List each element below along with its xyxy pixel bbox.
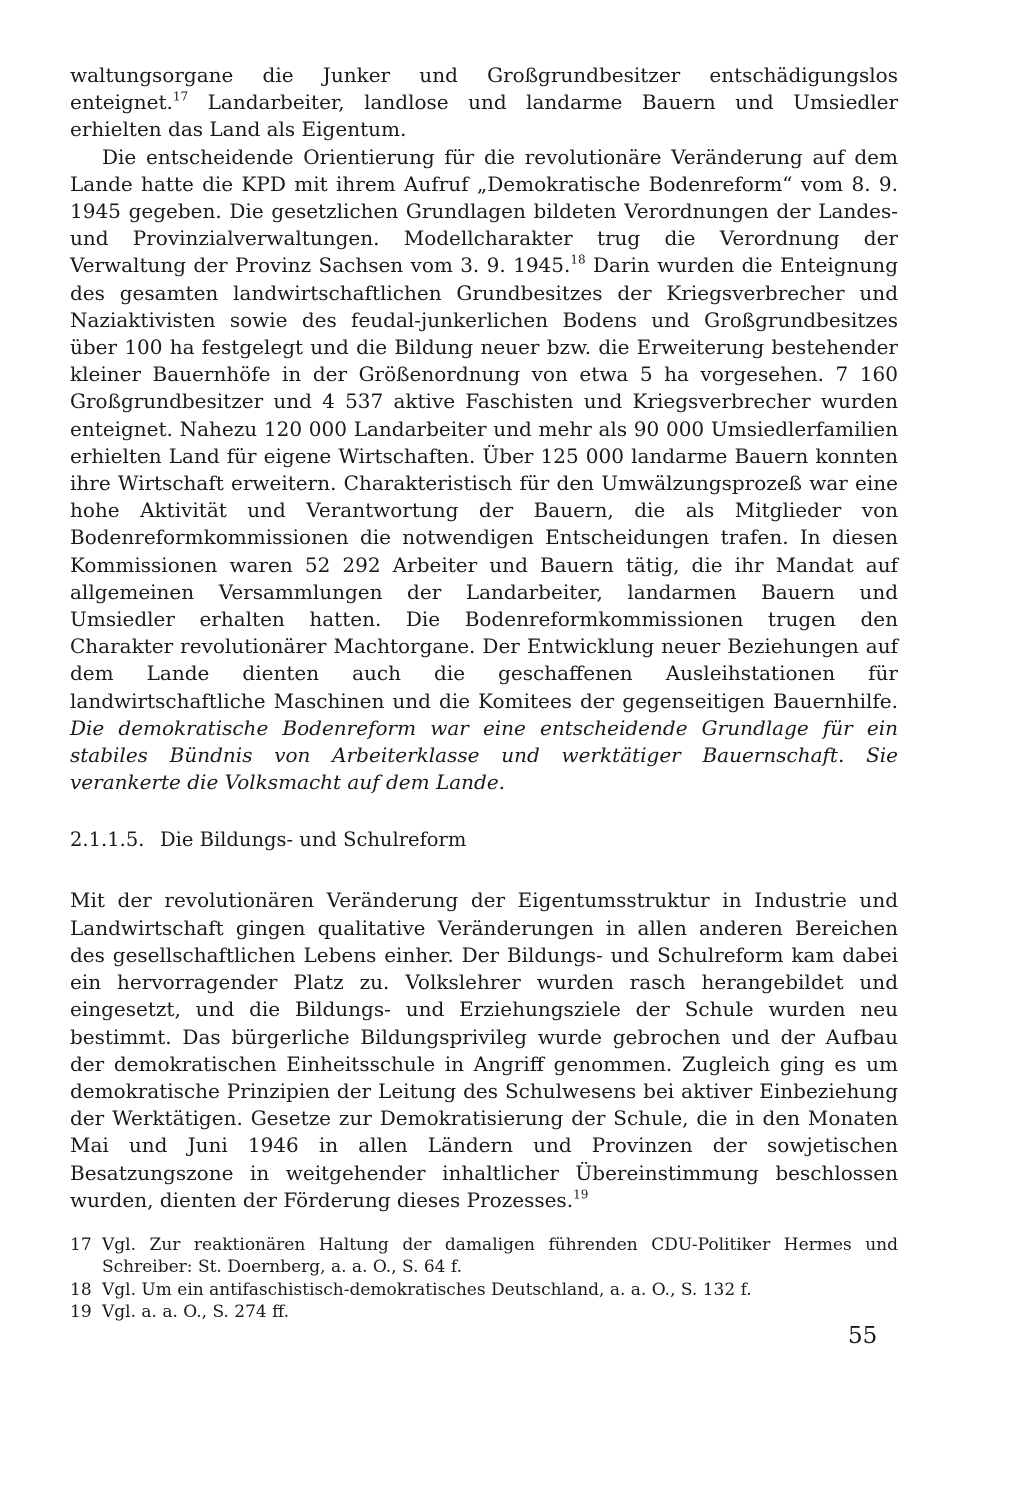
paragraph-text: Die entscheidende Orientierung für die revolutionäre Veränderung auf dem Lande hatte die KPD mit ihrem Aufruf „Demokratische Bodenreform“ vom 8. 9. 1945 gegeben. Die gesetzlichen Grundlagen bildeten Verordnungen der Landes- und Provinzialverwaltungen. Modellcharakter trug die Verordnung der Verwaltung der Provinz Sachsen vom 3. 9. 1945. [70,144,898,278]
footnote-text: Vgl. Zur reaktionären Haltung der damaligen führenden CDU-Politiker Hermes und Schreiber: St. Doernberg, a. a. O., S. 64 f. [102,1234,898,1278]
paragraph-text: waltungsorgane die Junker und Großgrundbesitzer entschädigungslos enteignet. [70,63,898,115]
footnote-text: Vgl. a. a. O., S. 274 ff. [102,1302,290,1323]
footnote-number: 19 [70,1302,92,1323]
paragraph-schulreform [70,887,898,1213]
paragraph-text: Mit der revolutionären Veränderung der Eigentumsstruktur in Industrie und Landwirtschaft gingen qualitative Veränderungen in allen anderen Bereichen des gesellschaftlichen Lebens einher. Der Bildungs- und Schulreform kam dabei ein hervorragender Platz zu. Volkslehrer wurden rasch herangebildet und eingesetzt, und die Bildungs- und Erziehungsziele der Schule wurden neu bestimmt. Das bürgerliche Bildungsprivileg wurde gebrochen und der Aufbau der demokratischen Einheitsschule in Angriff genommen. Zugleich ging es um demokratische Prinzipien der Leitung des Schulwesens bei aktiver Einbeziehung der Werktätigen. Gesetze zur Demokratisierung der Schule, die in den Monaten Mai und Juni 1946 in allen Ländern und Provinzen der sowjetischen Besatzungszone in weitgehender inhaltlicher Übereinstimmung beschlossen wurden, dienten der Förderung dieses Prozesses. [70,888,898,1212]
paragraph-text: Landarbeiter, landlose und landarme Bauern und Umsiedler erhielten das Land als Eigentum. [70,90,898,142]
page-body [70,62,898,1324]
section-number: 2.1.1.5. [70,828,145,852]
footnotes [70,1234,898,1324]
page-number: 55 [848,1323,878,1349]
footnote-text: Vgl. Um ein antifaschistisch-demokratisches Deutschland, a. a. O., S. 132 f. [102,1279,752,1300]
paragraph-bodenreform [70,144,898,797]
footnote-number: 18 [70,1279,92,1300]
section-title: Die Bildungs- und Schulreform [160,828,467,852]
section-heading [70,827,898,853]
emphasized-conclusion: Die demokratische Bodenreform war eine entscheidende Grundlage für ein stabiles Bündnis von Arbeiterklasse und werktätiger Bauernschaft. Sie verankerte die Volksmacht auf dem Lande. [70,715,898,795]
footnote-17 [70,1234,898,1279]
footnote-number: 17 [70,1234,92,1255]
footnote-ref-19[interactable]: 19 [573,1187,589,1202]
footnote-ref-18[interactable]: 18 [570,253,586,268]
footnote-ref-17[interactable]: 17 [172,89,189,104]
paragraph-land-reform-end [70,62,898,144]
paragraph-text: Darin wurden die Enteignung des gesamten landwirtschaftlichen Grundbesitzes der Kriegsverbrecher und Naziaktivisten sowie des feudal-junkerlichen Bodens und Großgrundbesitzes über 100 ha festgelegt und die Bildung neuer bzw. die Erweiterung bestehender kleiner Bauernhöfe in der Größenordnung von etwa 5 ha vorgesehen. 7 160 Großgrundbesitzer und 4 537 aktive Faschisten und Kriegsverbrecher wurden enteignet. Nahezu 120 000 Landarbeiter und mehr als 90 000 Umsiedlerfamilien erhielten Land für eigene Wirtschaften. Über 125 000 landarme Bauern konnten ihre Wirtschaft erweitern. Charakteristisch für den Umwälzungsprozeß war eine hohe Aktivität und Verantwortung der Bauern, die als Mitglieder von Bodenreformkommissionen die notwendigen Entscheidungen trafen. In diesen Kommissionen waren 52 292 Arbeiter und Bauern tätig, die ihr Mandat auf allgemeinen Versammlungen der Landarbeiter, landarmen Bauern und Umsiedler erhalten hatten. Die Bodenreformkommissionen trugen den Charakter revolutionärer Machtorgane. Der Entwicklung neuer Beziehungen auf dem Lande dienten auch die geschaffenen Ausleihstationen für landwirtschaftliche Maschinen und die Komitees der gegenseitigen Bauernhilfe. [70,253,898,713]
footnote-19 [70,1301,898,1324]
footnote-18 [70,1279,898,1302]
